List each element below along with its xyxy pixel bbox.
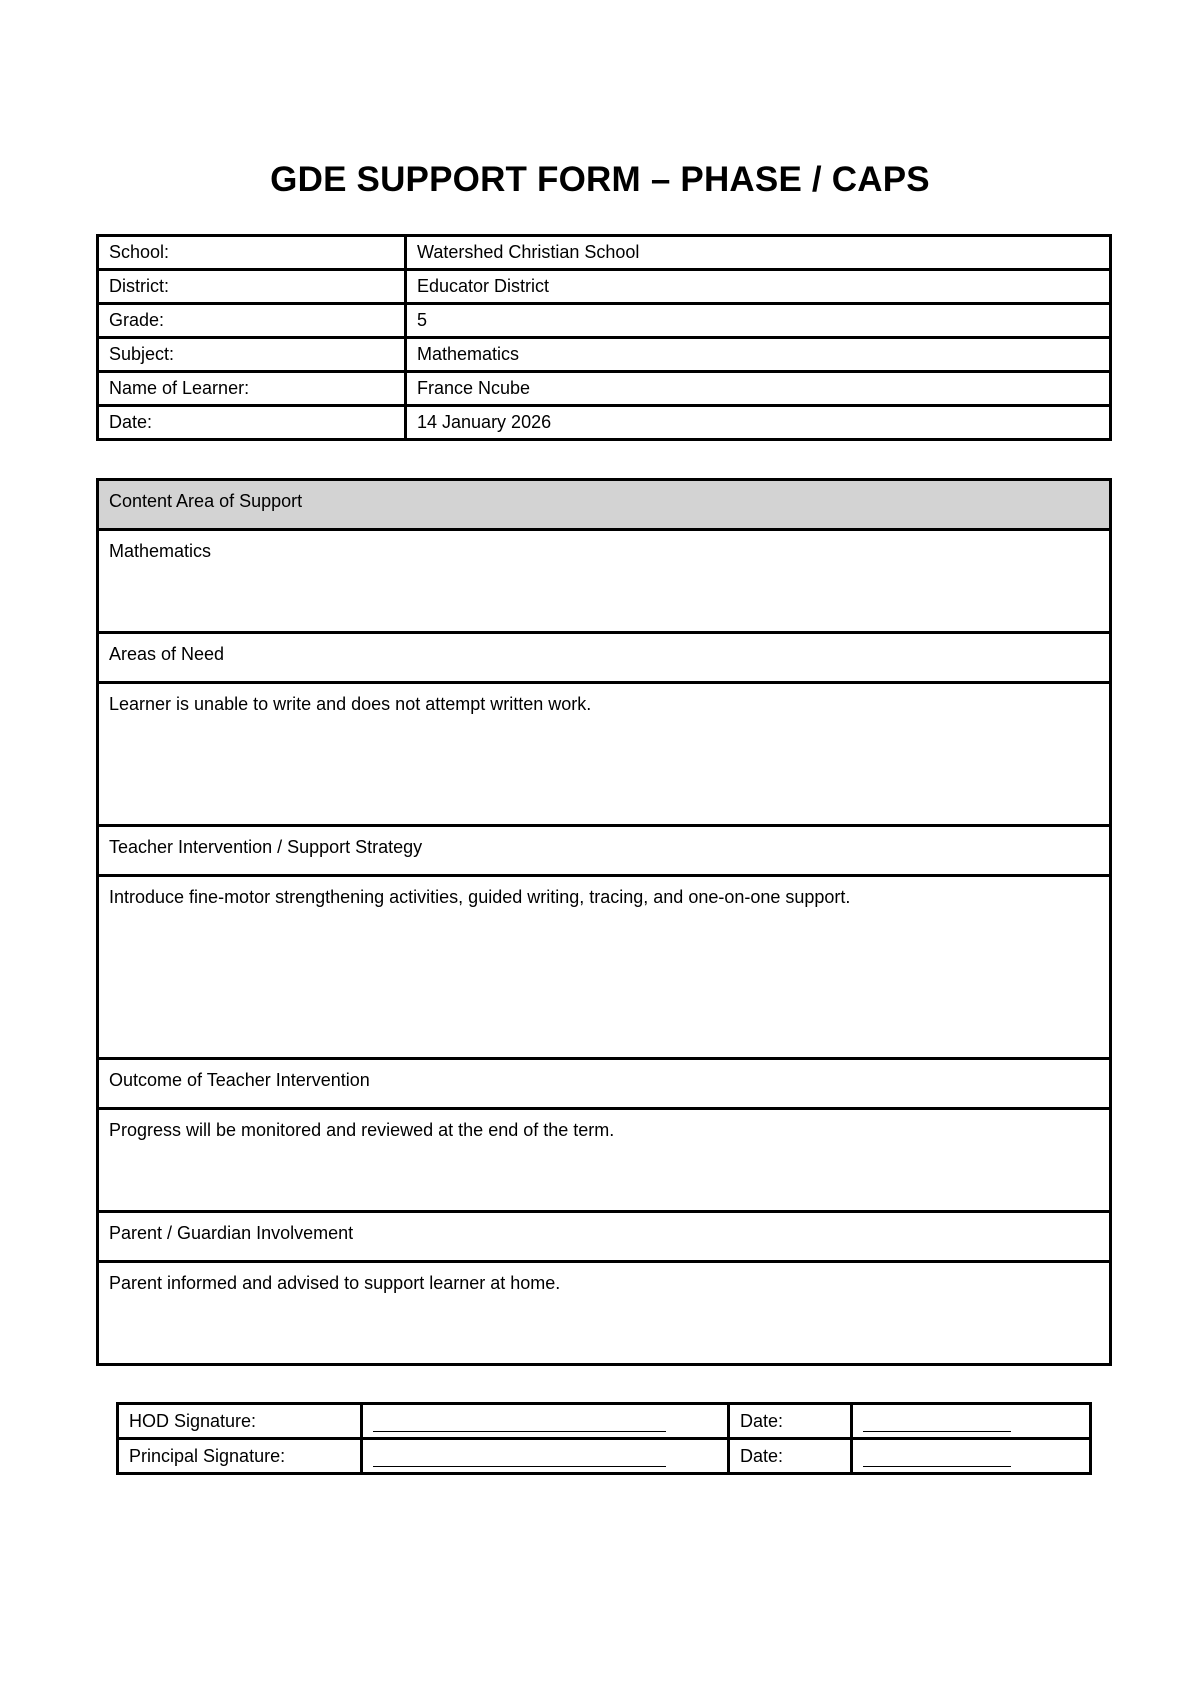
form-title: GDE SUPPORT FORM – PHASE / CAPS xyxy=(270,160,930,199)
intervention-heading: Teacher Intervention / Support Strategy xyxy=(98,826,1111,876)
hod-date-field[interactable] xyxy=(852,1404,1091,1439)
grade-label: Grade: xyxy=(98,304,406,338)
school-label: School: xyxy=(98,236,406,270)
content-area-heading: Content Area of Support xyxy=(98,480,1111,530)
areas-of-need-heading: Areas of Need xyxy=(98,633,1111,683)
date-label: Date: xyxy=(98,406,406,440)
date-line xyxy=(863,1448,1011,1467)
table-row xyxy=(98,406,1111,440)
principal-date-label: Date: xyxy=(729,1439,852,1474)
hod-signature-label: HOD Signature: xyxy=(118,1404,362,1439)
table-row xyxy=(98,236,1111,270)
school-value: Watershed Christian School xyxy=(406,236,1111,270)
table-row xyxy=(98,633,1111,683)
grade-value: 5 xyxy=(406,304,1111,338)
principal-signature-field[interactable] xyxy=(362,1439,729,1474)
district-label: District: xyxy=(98,270,406,304)
principal-signature-label: Principal Signature: xyxy=(118,1439,362,1474)
intervention-text: Introduce fine-motor strengthening activities, guided writing, tracing, and one-on-one support. xyxy=(98,876,1111,1059)
table-row xyxy=(98,480,1111,530)
table-row xyxy=(98,304,1111,338)
support-details-table xyxy=(96,478,1112,1366)
table-row xyxy=(98,1109,1111,1212)
learner-name-value: France Ncube xyxy=(406,372,1111,406)
table-row xyxy=(98,530,1111,633)
parent-text: Parent informed and advised to support learner at home. xyxy=(98,1262,1111,1365)
district-value: Educator District xyxy=(406,270,1111,304)
parent-heading: Parent / Guardian Involvement xyxy=(98,1212,1111,1262)
learner-info-table xyxy=(96,234,1112,441)
table-row xyxy=(98,683,1111,826)
outcome-text: Progress will be monitored and reviewed at the end of the term. xyxy=(98,1109,1111,1212)
signature-table xyxy=(116,1402,1092,1475)
date-value: 14 January 2026 xyxy=(406,406,1111,440)
table-row xyxy=(118,1404,1091,1439)
date-line xyxy=(863,1413,1011,1432)
signature-line xyxy=(373,1413,666,1432)
table-row xyxy=(118,1439,1091,1474)
principal-date-field[interactable] xyxy=(852,1439,1091,1474)
table-row xyxy=(98,372,1111,406)
content-area-text: Mathematics xyxy=(98,530,1111,633)
table-row xyxy=(98,876,1111,1059)
learner-name-label: Name of Learner: xyxy=(98,372,406,406)
hod-date-label: Date: xyxy=(729,1404,852,1439)
table-row xyxy=(98,1212,1111,1262)
outcome-heading: Outcome of Teacher Intervention xyxy=(98,1059,1111,1109)
areas-of-need-text: Learner is unable to write and does not attempt written work. xyxy=(98,683,1111,826)
table-row xyxy=(98,1262,1111,1365)
hod-signature-field[interactable] xyxy=(362,1404,729,1439)
table-row xyxy=(98,1059,1111,1109)
subject-label: Subject: xyxy=(98,338,406,372)
table-row xyxy=(98,270,1111,304)
table-row xyxy=(98,338,1111,372)
table-row xyxy=(98,826,1111,876)
signature-line xyxy=(373,1448,666,1467)
subject-value: Mathematics xyxy=(406,338,1111,372)
